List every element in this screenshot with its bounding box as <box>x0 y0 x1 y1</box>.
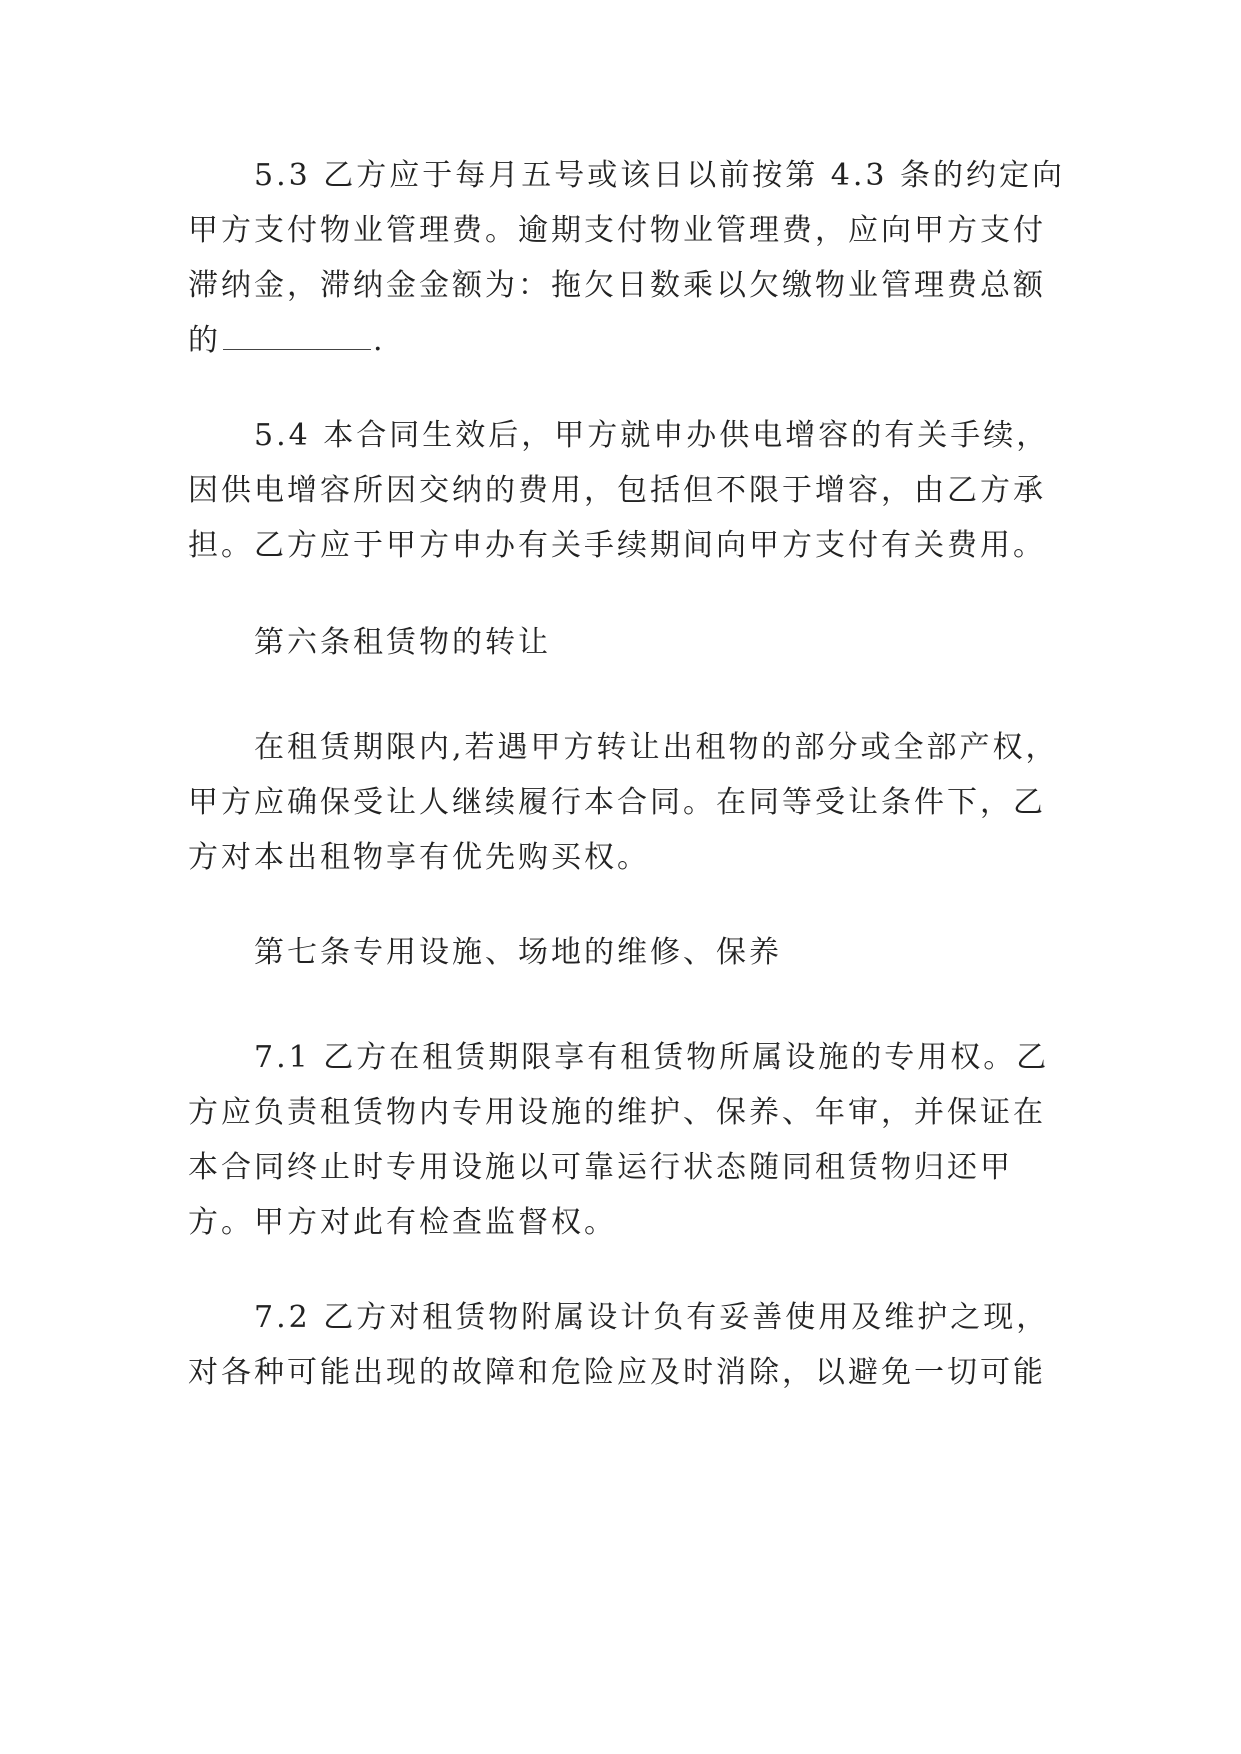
paragraph-line: 7.2 乙方对租赁物附属设计负有妥善使用及维护之现， <box>254 1300 1050 1335</box>
paragraph-6 <box>188 722 1059 875</box>
line-prefix: 的 <box>188 323 221 358</box>
heading-text: 第七条专用设施、场地的维修、保养 <box>254 935 782 970</box>
paragraph-5-4 <box>188 410 1058 563</box>
paragraph-line: 7.1 乙方在租赁期限享有租赁物所属设施的专用权。乙 <box>254 1040 1050 1075</box>
section-heading-6 <box>188 617 1058 660</box>
paragraph-line: 5.4 本合同生效后，甲方就申办供电增容的有关手续， <box>254 418 1050 453</box>
paragraph-5-3 <box>188 150 1066 358</box>
paragraph-line: 方对本出租物享有优先购买权。 <box>188 840 650 875</box>
paragraph-7-2 <box>188 1292 1058 1392</box>
line-suffix: . <box>373 323 386 358</box>
paragraph-line: 5.3 乙方应于每月五号或该日以前按第 4.3 条的约定向 <box>254 158 1066 193</box>
paragraph-line-with-blank <box>188 315 386 359</box>
fill-in-blank <box>223 327 371 350</box>
paragraph-line: 对各种可能出现的故障和危险应及时消除，以避免一切可能 <box>188 1355 1046 1390</box>
paragraph-7-1 <box>188 1032 1058 1242</box>
paragraph-line: 甲方支付物业管理费。逾期支付物业管理费，应向甲方支付 <box>188 213 1046 248</box>
paragraph-line: 担。乙方应于甲方申办有关手续期间向甲方支付有关费用。 <box>188 528 1046 563</box>
paragraph-line: 本合同终止时专用设施以可靠运行状态随同租赁物归还甲 <box>188 1150 1013 1185</box>
heading-text: 第六条租赁物的转让 <box>254 625 551 660</box>
paragraph-line: 方。甲方对此有检查监督权。 <box>188 1205 617 1240</box>
paragraph-line: 滞纳金，滞纳金金额为：拖欠日数乘以欠缴物业管理费总额 <box>188 268 1046 303</box>
paragraph-line: 甲方应确保受让人继续履行本合同。在同等受让条件下，乙 <box>188 785 1046 820</box>
paragraph-line: 因供电增容所因交纳的费用，包括但不限于增容，由乙方承 <box>188 473 1046 508</box>
paragraph-line: 在租赁期限内,若遇甲方转让出租物的部分或全部产权， <box>254 730 1059 765</box>
section-heading-7 <box>188 927 1058 970</box>
paragraph-line: 方应负责租赁物内专用设施的维护、保养、年审，并保证在 <box>188 1095 1046 1130</box>
